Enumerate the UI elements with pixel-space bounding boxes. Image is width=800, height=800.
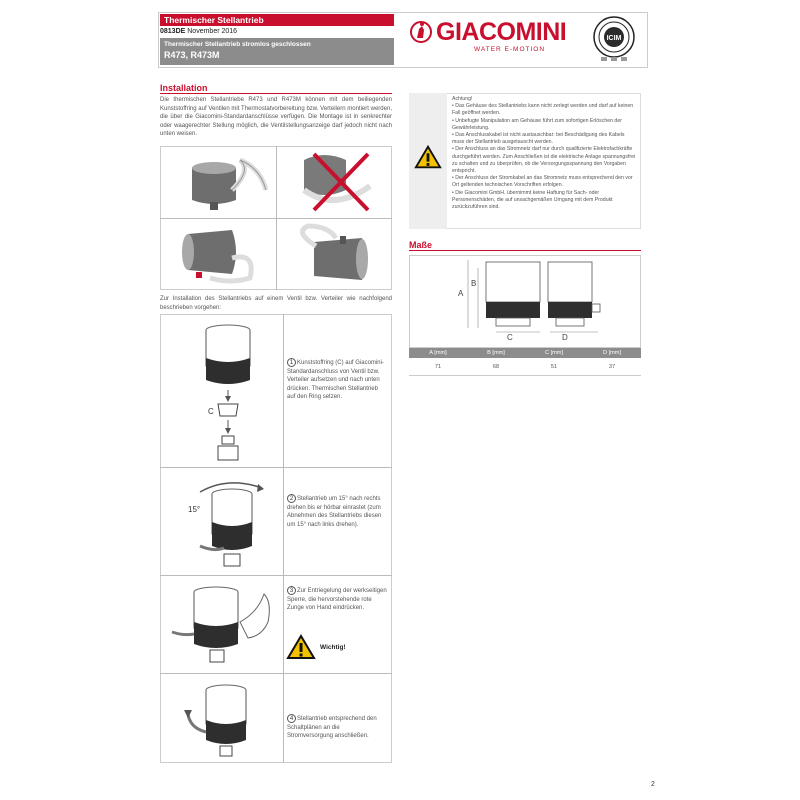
step4-text (287, 714, 387, 741)
warning-triangle-icon (286, 634, 316, 660)
actuator-horizontal-left-figure (170, 222, 270, 286)
header-c: C [mm] (544, 350, 564, 356)
steps-column-divider (283, 314, 284, 763)
header-b: B [mm] (487, 350, 505, 356)
doc-code: 0813DE (160, 28, 186, 35)
dimension-drawing (410, 256, 640, 347)
step4-number: 4 (287, 714, 296, 723)
step1-figure-label: C (208, 407, 214, 416)
product-subtitle (160, 38, 394, 65)
brand-tagline: WATER E-MOTION (474, 46, 546, 53)
important-badge: Wichtig! (320, 644, 346, 651)
value-a: 71 (434, 364, 442, 370)
brand-name: GIACOMINI (436, 18, 567, 46)
doc-date: November 2016 (187, 28, 238, 35)
warning-item-5: • Der Anschluss der Stromkabel an das Stromnetz muss entsprechend den vor Ort geltenden technischen Vorschriften erfolgen. (452, 175, 633, 189)
step3-description: Zur Entriegelung der werkseitigen Sperre, die hervorstehende rote Zunge von Hand eindrücken. (287, 588, 387, 612)
dimensions-title: Maße (409, 240, 433, 250)
dim-label-c: C (507, 333, 513, 342)
dim-label-b: B (471, 279, 477, 288)
value-d: 37 (608, 364, 616, 370)
step2-rotate-figure (180, 472, 276, 572)
step1-number: 1 (287, 358, 296, 367)
actuator-vertical-upright-figure (170, 150, 270, 216)
step2-figure-label: 15° (188, 505, 201, 514)
step3-number: 3 (287, 586, 296, 595)
step2-description: Stellantrieb um 15° nach rechts drehen bis er hörbar einrastet (zum Abnehmen des Stellantriebs diesen um 15° nach links drehen). (287, 496, 382, 528)
dim-label-a: A (458, 289, 464, 298)
warning-item-2: • Unbefugte Manipulation am Gehäuse führt zum sofortigen Erlöschen der Gewährleistung. (452, 117, 622, 131)
document-code (160, 27, 394, 37)
mounting-text: Die Montage ist in senkrechter oder waagerechter Stellung möglich, die Ventilstellungsanzeige darf jedoch nicht nach unten weisen. (160, 114, 393, 138)
steps-row-divider-3 (160, 673, 392, 674)
header-d: D [mm] (602, 350, 622, 356)
warning-title: Achtung! (452, 96, 473, 102)
value-c: 51 (550, 364, 558, 370)
steps-row-divider-2 (160, 575, 392, 576)
step1-description: Kunststoffring (C) auf Giacomini-Standardanschluss von Ventil bzw. Verteiler aufsetzen und nach unten drücken. Thermischen Stellantrieb auf den Ring setzen. (287, 360, 384, 401)
warning-item-1: • Das Gehäuse des Stellantriebs kann nicht zerlegt werden und darf auf keinen Fall geöffnet werden. (452, 103, 634, 117)
installation-divider (160, 93, 392, 94)
warning-item-3: • Das Anschlusskabel ist nicht austauschbar: bei Beschädigung des Kabels muss der Stellantrieb ausgetauscht werden. (452, 132, 625, 146)
header-a: A [mm] (429, 350, 447, 356)
warning-item-6: • Die Giacomini GmbH. übernimmt keine Haftung für Sach- oder Personenschäden, die auf unsachgemäßen Umgang mit dem Produkt zurückzuführen sind. (452, 189, 613, 211)
installation-title: Installation (160, 83, 208, 93)
steps-row-divider-1 (160, 467, 392, 468)
document-title: Thermischer Stellantrieb (160, 14, 394, 26)
step2-number: 2 (287, 494, 296, 503)
step1-text (287, 358, 387, 402)
intro-text: Die thermischen Stellantriebe R473 und R473M können mit dem beiliegenden Kunststoffring auf Ventilen mit Thermostatvorbereitung bzw. Verteilern montiert werden, die über die Giacomini-Standardanschlüsse verfügen. (160, 97, 392, 121)
page-number: 2 (651, 781, 655, 788)
step3-text (287, 586, 387, 613)
dimensions-table-header (409, 348, 641, 358)
installation-intro (160, 96, 392, 139)
step3-unlock-figure (168, 582, 278, 670)
step4-description: Stellantrieb entsprechend den Schaltplänen an die Stromversorgung anschließen. (287, 716, 377, 740)
subtitle-line2: R473, R473M (164, 50, 220, 60)
actuator-upside-down-forbidden-figure (284, 150, 388, 216)
warning-content (452, 96, 638, 211)
giacomini-logo-icon (410, 20, 432, 44)
subtitle-line1: Thermischer Stellantrieb stromlos geschlossen (164, 41, 311, 48)
warning-item-4: • Der Anschluss an das Stromnetz darf nur durch qualifizierte Elektrofachkräfte durchgeführt werden. Zum Anschließen ist die elektrische Anlage spannungsfrei zu schalten und zu überprüfen, ob die Versorgungsspannung den Vorgaben entspricht. (452, 146, 636, 175)
dim-label-d: D (562, 333, 568, 342)
actuator-horizontal-right-figure (284, 222, 388, 286)
icim-certification-seal-icon (591, 16, 637, 62)
step2-text (287, 494, 387, 529)
grid-divider-v (276, 146, 277, 290)
value-b: 68 (492, 364, 500, 370)
attention-warning-icon (414, 144, 442, 170)
dimensions-table-row (409, 359, 641, 376)
dimensions-divider (409, 250, 641, 251)
cert-label: ICIM (606, 35, 622, 42)
step1-ring-mounting-figure (180, 320, 276, 462)
step4-connect-figure (176, 680, 276, 760)
procedure-intro: Zur Installation des Stellantriebs auf einem Ventil bzw. Verteiler wie nachfolgend beschrieben vorgehen: (160, 296, 392, 311)
